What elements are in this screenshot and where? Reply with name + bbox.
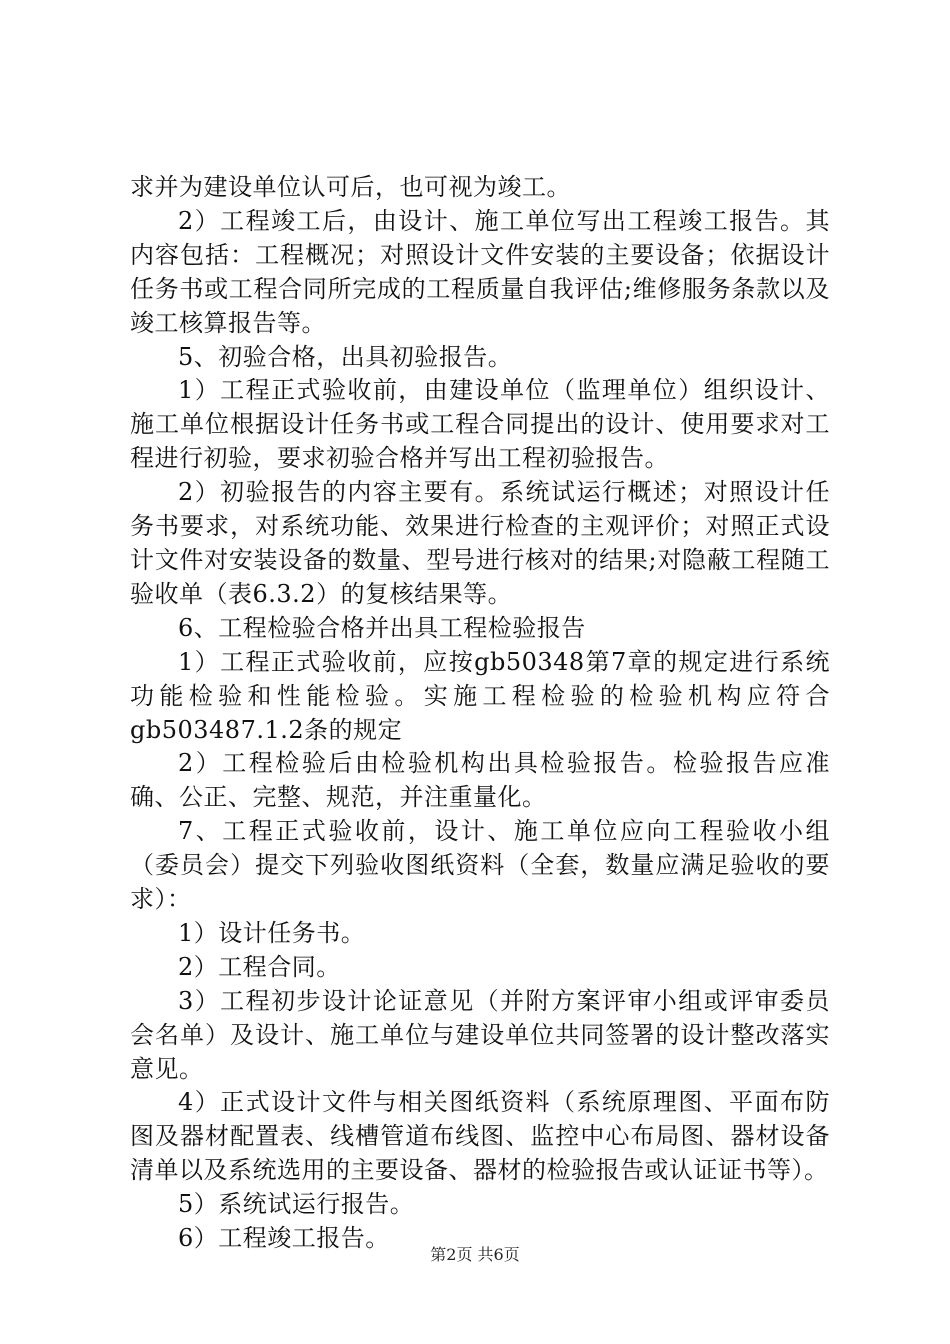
- paragraph-preliminary-design: 3）工程初步设计论证意见（并附方案评审小组或评审委员会名单）及设计、施工单位与建设单位共同签署的设计整改落实意见。: [130, 986, 830, 1083]
- paragraph-test-report: 2）工程检验后由检验机构出具检验报告。检验报告应准确、公正、完整、规范，并注重量化。: [130, 749, 830, 812]
- paragraph-continuation: 求并为建设单位认可后，也可视为竣工。: [130, 173, 571, 201]
- page-footer: [0, 1242, 950, 1265]
- paragraph-item-6: 6、工程检验合格并出具工程检验报告: [178, 613, 586, 642]
- paragraph-function-test: 1）工程正式验收前，应按gb50348第7章的规定进行系统功能检验和性能检验。实施工程检验的检验机构应符合gb503487.1.2条的规定: [130, 647, 830, 744]
- paragraph-initial-report-content: 2）初验报告的内容主要有。系统试运行概述；对照设计任务书要求，对系统功能、效果进行检查的主观评价；对照正式设计文件对安装设备的数量、型号进行核对的结果;对隐蔽工程随工验收单（表6.3.2）的复核结果等。: [130, 478, 830, 608]
- paragraph-item-5: 5、初验合格，出具初验报告。: [178, 342, 513, 371]
- page-number-label: 第2页 共6页: [430, 1245, 520, 1264]
- paragraph-completion-report-item: 6）工程竣工报告。: [178, 1224, 390, 1253]
- body-text: [130, 171, 830, 1256]
- paragraph-initial-inspection: 1）工程正式验收前，由建设单位（监理单位）组织设计、施工单位根据设计任务书或工程合同提出的设计、使用要求对工程进行初验，要求初验合格并写出工程初验报告。: [130, 376, 830, 473]
- paragraph-formal-design-docs: 4）正式设计文件与相关图纸资料（系统原理图、平面布防图及器材配置表、线槽管道布线图、监控中心布局图、器材设备清单以及系统选用的主要设备、器材的检验报告或认证证书等）。: [130, 1088, 830, 1185]
- paragraph-trial-run-report: 5）系统试运行报告。: [178, 1190, 415, 1219]
- paragraph-design-task: 1）设计任务书。: [178, 918, 366, 947]
- paragraph-contract: 2）工程合同。: [178, 952, 341, 981]
- paragraph-item-7: 7、工程正式验收前，设计、施工单位应向工程验收小组（委员会）提交下列验收图纸资料（全套，数量应满足验收的要求）：: [130, 817, 830, 914]
- paragraph-completion-report: 2）工程竣工后，由设计、施工单位写出工程竣工报告。其内容包括：工程概况；对照设计文件安装的主要设备；依据设计任务书或工程合同所完成的工程质量自我评估;维修服务条款以及竣工核算报告等。: [130, 206, 830, 337]
